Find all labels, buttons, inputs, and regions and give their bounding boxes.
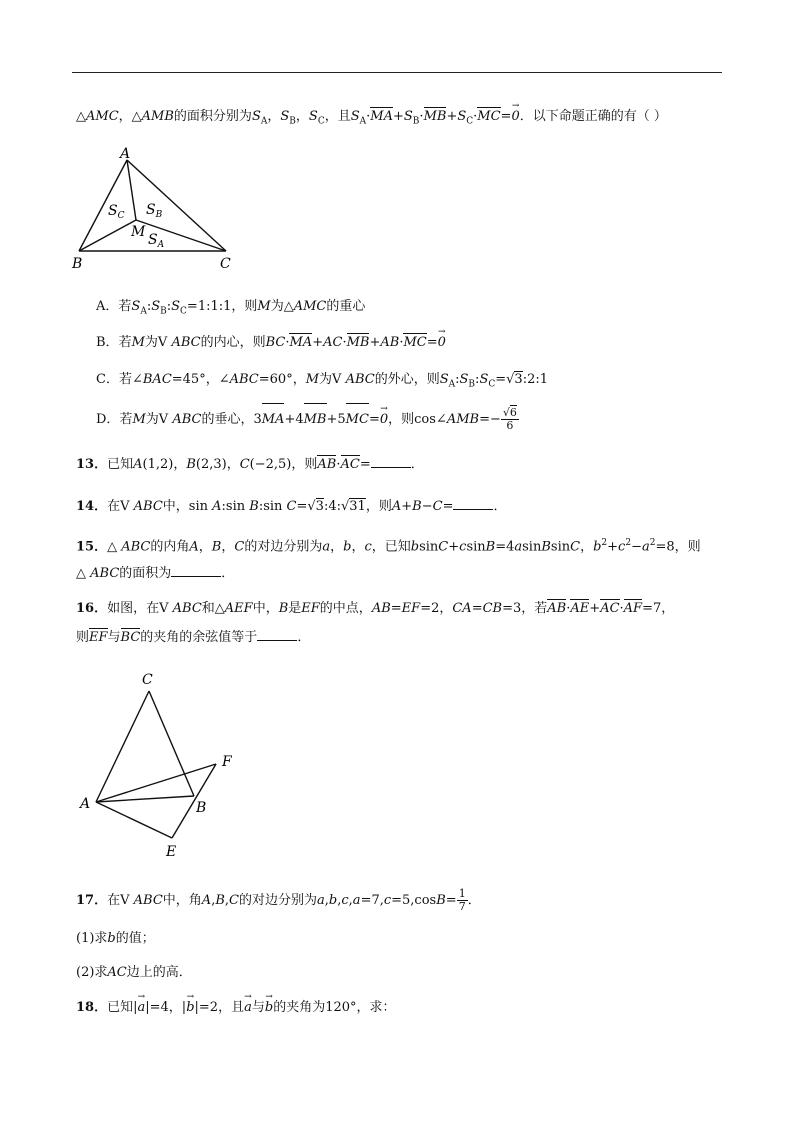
fig1-label-c: C bbox=[220, 256, 231, 272]
q15-answer-blank[interactable] bbox=[171, 564, 221, 577]
question-16-line-2: 则EF与BC的夹角的余弦值等于 ． bbox=[76, 630, 311, 645]
fig2-label-c: C bbox=[142, 672, 153, 688]
q16-answer-blank[interactable] bbox=[257, 628, 297, 641]
figure-1-triangle-amc bbox=[70, 144, 250, 274]
option-c: C．若∠BAC=45°，∠ABC=60°，M为V ABC的外心，则$S_A:S_B:S_C=√3:2:1$ bbox=[96, 372, 549, 390]
question-17: 17．在V ABC中，角A,B,C的对边分别为a,b,c,a=7,c=5,cosB= $\frac{1}{7}$ ． bbox=[76, 887, 481, 913]
fig2-label-b: B bbox=[196, 800, 207, 816]
question-17-part-2: (2)求AC边上的高． bbox=[76, 965, 192, 980]
q14-answer-blank[interactable] bbox=[453, 497, 493, 510]
question-15-line-2: △ ABC的面积为 ． bbox=[76, 566, 235, 581]
fig1-label-m: M bbox=[131, 224, 146, 240]
question-15-line-1: 15．△ ABC的内角A，B，C的对边分别为a，b，c，已知bsinC+csinB=4asinBsinC，$b^2+c^2-a^2=8$，则 bbox=[76, 538, 701, 555]
question-14: 14．在V ABC中，sin A:sin B:sin C=√3:4:√31，则A+B−C= ． bbox=[76, 499, 507, 514]
question-16-line-1: 16．如图，在V ABC和△AEF中，B是EF的中点，AB=EF=2，CA=CB=3，若AB·AE+AC·AF=7， bbox=[76, 601, 675, 616]
option-a-triangle: △AMC bbox=[283, 299, 327, 314]
fig2-label-e: E bbox=[166, 844, 177, 860]
fig1-label-sc: $S_C$ bbox=[108, 203, 125, 221]
option-d: D．若M为V ABC的垂心，3MA+4MB+5MC=→ 0，则cos∠AMB=− $\frac{√6}{6}$ bbox=[96, 404, 519, 436]
question-13: 13．已知A(1,2)，B(2,3)，C(−2,5)，则AB·AC= ． bbox=[76, 457, 424, 472]
header-rule bbox=[72, 72, 722, 73]
q13-answer-blank[interactable] bbox=[371, 455, 411, 468]
figure-2-triangles-abc-aef bbox=[76, 666, 276, 866]
fig1-label-sa: $S_A$ bbox=[148, 232, 165, 250]
question-18: 18．已知|→ a|=4，|→ b|=2，且→ a与→ b的夹角为120°，求： bbox=[76, 999, 396, 1017]
option-b: B．若M为V ABC的内心，则BC·MA+AC·MB+AB·MC=→ 0 bbox=[96, 334, 446, 352]
fig1-label-a: A bbox=[120, 146, 131, 162]
fig1-label-b: B bbox=[72, 256, 83, 272]
question-17-part-1: (1)求b的值； bbox=[76, 931, 155, 946]
fig1-label-sb: $S_B$ bbox=[146, 202, 163, 220]
fig2-label-f: F bbox=[222, 754, 232, 770]
intro-line: △AMC，△AMB的面积分别为$S_A$，$S_B$，$S_C$，且$S_A\cdot MA+S_B\cdot MB+S_C\cdot MC=\to 0$．以下命题正确的有（ ） bbox=[76, 108, 667, 131]
option-a: A．若$S_A:S_B:S_C=1:1:1$，则M为△AMC的重心 bbox=[96, 299, 366, 317]
fig2-label-a: A bbox=[80, 796, 91, 812]
intro-triangles: △AMC，△AMB bbox=[76, 109, 174, 124]
